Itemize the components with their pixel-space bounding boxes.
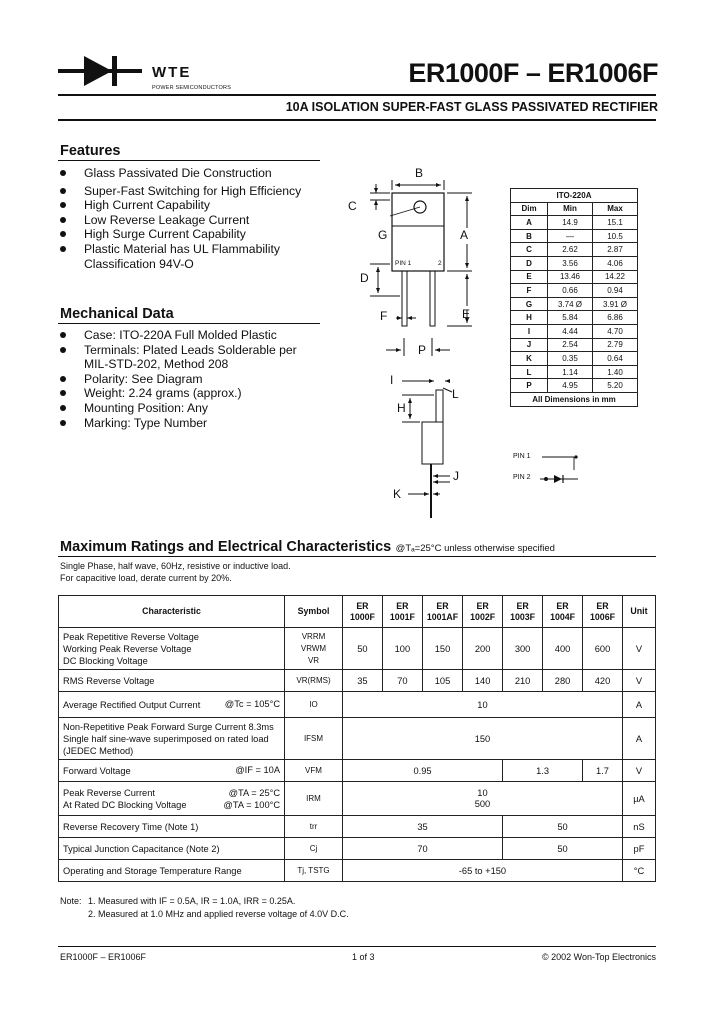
col-header-part bbox=[382, 596, 422, 628]
dim-cell: L bbox=[511, 365, 548, 379]
table-row bbox=[511, 365, 638, 379]
dim-cell: 2.87 bbox=[593, 243, 638, 257]
value-cell: 105 bbox=[422, 670, 462, 692]
unit-cell: pF bbox=[622, 838, 655, 860]
table-row bbox=[59, 816, 656, 838]
ratings-table bbox=[58, 595, 656, 882]
text: DC Blocking Voltage bbox=[63, 655, 148, 666]
ratings-heading-block bbox=[60, 538, 555, 556]
value-cell: 400 bbox=[543, 628, 583, 670]
features-list bbox=[58, 166, 301, 271]
logo bbox=[58, 54, 232, 94]
text: Forward Voltage bbox=[63, 765, 131, 776]
dim-cell: H bbox=[511, 311, 548, 325]
text: @TA = 25°C bbox=[228, 788, 281, 798]
value-cell: 420 bbox=[583, 670, 623, 692]
value-cell: 210 bbox=[503, 670, 543, 692]
text: @TA = 100°C bbox=[223, 800, 281, 810]
part-top: ER bbox=[516, 600, 529, 611]
table-row bbox=[59, 860, 656, 882]
mechanical-heading: Mechanical Data bbox=[60, 306, 174, 322]
part-top: ER bbox=[556, 600, 569, 611]
characteristic-cell bbox=[59, 628, 285, 670]
table-row bbox=[59, 718, 656, 760]
dim-label-j: J bbox=[453, 469, 459, 483]
unit-cell: µA bbox=[622, 782, 655, 816]
dim-label-p: P bbox=[418, 343, 427, 357]
dim-cell: 5.20 bbox=[593, 379, 638, 393]
col-header-part bbox=[583, 596, 623, 628]
part-top: ER bbox=[356, 600, 369, 611]
dim-cell: 4.44 bbox=[548, 324, 593, 338]
dim-cell: 3.91 Ø bbox=[593, 297, 638, 311]
text: 500 bbox=[474, 798, 491, 809]
part-top: ER bbox=[596, 600, 609, 611]
value-cell: 280 bbox=[543, 670, 583, 692]
part-bottom: 1004F bbox=[550, 611, 576, 622]
mechanical-rule bbox=[58, 323, 320, 324]
dimension-table bbox=[510, 188, 638, 407]
value-cell: 1.3 bbox=[503, 760, 583, 782]
symbol-cell: IRM bbox=[285, 782, 343, 816]
table-row bbox=[511, 216, 638, 230]
list-item: High Surge Current Capability bbox=[58, 227, 301, 242]
dim-cell: A bbox=[511, 216, 548, 230]
dim-cell: — bbox=[548, 229, 593, 243]
dim-label-g: G bbox=[378, 228, 388, 242]
part-bottom: 1002F bbox=[470, 611, 496, 622]
text: Peak Repetitive Reverse Voltage bbox=[63, 631, 199, 642]
value-cell: 150 bbox=[342, 718, 622, 760]
list-item-continuation: Classification 94V-O bbox=[84, 256, 194, 271]
part-bottom: 1001F bbox=[389, 611, 415, 622]
symbol-cell: VFM bbox=[285, 760, 343, 782]
dim-cell: 14.22 bbox=[593, 270, 638, 284]
ratings-note-1: Single Phase, half wave, 60Hz, resistive or inductive load. bbox=[60, 561, 291, 571]
dim-cell: 2.79 bbox=[593, 338, 638, 352]
pin1-marking: PIN 1 bbox=[395, 260, 412, 267]
unit-cell: A bbox=[622, 718, 655, 760]
unit-cell: V bbox=[622, 760, 655, 782]
table-row bbox=[59, 760, 656, 782]
table-row bbox=[511, 243, 638, 257]
dim-label-k: K bbox=[393, 487, 402, 501]
dim-cell: 5.84 bbox=[548, 311, 593, 325]
text: 10 bbox=[477, 787, 488, 798]
col-header-symbol: Symbol bbox=[285, 596, 343, 628]
dim-cell: 13.46 bbox=[548, 270, 593, 284]
features-rule bbox=[58, 160, 320, 161]
note-2: 2. Measured at 1.0 MHz and applied reverse voltage of 4.0V D.C. bbox=[88, 909, 349, 919]
dim-table-title: ITO-220A bbox=[511, 189, 638, 203]
list-item: High Current Capability bbox=[58, 198, 301, 213]
symbol-cell: IO bbox=[285, 692, 343, 718]
col-header-part bbox=[342, 596, 382, 628]
value-cell: 300 bbox=[503, 628, 543, 670]
footer-rule bbox=[58, 946, 656, 947]
value-cell: 50 bbox=[503, 838, 623, 860]
note-1: 1. Measured with IF = 0.5A, IR = 1.0A, IRR = 0.25A. bbox=[88, 896, 296, 906]
part-bottom: 1003F bbox=[510, 611, 536, 622]
symbol-cell: Tj, TSTG bbox=[285, 860, 343, 882]
schematic-pin2-label: PIN 2 bbox=[513, 474, 531, 481]
ratings-heading: Maximum Ratings and Electrical Characteristics bbox=[60, 539, 392, 555]
value-cell bbox=[342, 782, 622, 816]
dim-cell: I bbox=[511, 324, 548, 338]
value-cell: 150 bbox=[422, 628, 462, 670]
ratings-condition: @Tₐ=25°C unless otherwise specified bbox=[395, 543, 555, 554]
list-item: Polarity: See Diagram bbox=[58, 372, 297, 387]
schematic-pin1-label: PIN 1 bbox=[513, 453, 531, 460]
list-item: Mounting Position: Any bbox=[58, 401, 297, 416]
pin2-marking: 2 bbox=[438, 260, 442, 267]
subtitle-rule bbox=[58, 119, 656, 121]
col-header-part bbox=[503, 596, 543, 628]
part-bottom: 1001AF bbox=[426, 611, 459, 622]
table-row bbox=[511, 270, 638, 284]
table-row bbox=[511, 284, 638, 298]
list-item: Plastic Material has UL Flammability bbox=[58, 242, 301, 257]
text: At Rated DC Blocking Voltage bbox=[63, 799, 187, 810]
logo-name: WTE bbox=[152, 64, 192, 81]
col-header-part bbox=[543, 596, 583, 628]
value-cell: 0.95 bbox=[342, 760, 502, 782]
dim-cell: 4.70 bbox=[593, 324, 638, 338]
dim-cell: 4.06 bbox=[593, 256, 638, 270]
list-item: Super-Fast Switching for High Efficiency bbox=[58, 184, 301, 199]
list-item: Glass Passivated Die Construction bbox=[58, 166, 301, 181]
dim-label-b: B bbox=[415, 166, 424, 180]
dim-cell: C bbox=[511, 243, 548, 257]
dim-cell: E bbox=[511, 270, 548, 284]
condition bbox=[223, 787, 280, 811]
symbol-cell: Cj bbox=[285, 838, 343, 860]
value-cell: 35 bbox=[342, 816, 502, 838]
dim-cell: 14.9 bbox=[548, 216, 593, 230]
dim-cell: K bbox=[511, 352, 548, 366]
col-header-part bbox=[422, 596, 462, 628]
value-cell: 35 bbox=[342, 670, 382, 692]
characteristic-cell: Reverse Recovery Time (Note 1) bbox=[59, 816, 285, 838]
characteristic-cell: Operating and Storage Temperature Range bbox=[59, 860, 285, 882]
table-row bbox=[59, 782, 656, 816]
table-row bbox=[59, 670, 656, 692]
symbol-cell: VR(RMS) bbox=[285, 670, 343, 692]
condition: @Tc = 105°C bbox=[224, 699, 281, 709]
dim-cell: G bbox=[511, 297, 548, 311]
dim-label-d: D bbox=[360, 271, 369, 285]
value-cell: 140 bbox=[463, 670, 503, 692]
table-row bbox=[59, 838, 656, 860]
value-cell: 50 bbox=[503, 816, 623, 838]
dim-cell: P bbox=[511, 379, 548, 393]
table-row bbox=[511, 324, 638, 338]
col-header-part bbox=[463, 596, 503, 628]
unit-cell: V bbox=[622, 670, 655, 692]
dim-cell: B bbox=[511, 229, 548, 243]
dim-label-f: F bbox=[380, 309, 388, 323]
list-item: Case: ITO-220A Full Molded Plastic bbox=[58, 328, 297, 343]
text: VR bbox=[307, 655, 320, 665]
footer-page-number: 1 of 3 bbox=[352, 952, 375, 962]
diode-logo-icon bbox=[58, 54, 142, 88]
unit-cell: A bbox=[622, 692, 655, 718]
list-item: Marking: Type Number bbox=[58, 416, 297, 431]
characteristic-cell bbox=[59, 760, 285, 782]
table-row bbox=[511, 311, 638, 325]
list-item-continuation: MIL-STD-202, Method 208 bbox=[84, 357, 229, 372]
dim-cell: J bbox=[511, 338, 548, 352]
features-heading: Features bbox=[60, 143, 121, 159]
dim-cell: 2.54 bbox=[548, 338, 593, 352]
part-bottom: 1006F bbox=[590, 611, 615, 622]
ratings-rule bbox=[58, 556, 656, 557]
dim-cell: 0.66 bbox=[548, 284, 593, 298]
value-cell: 50 bbox=[342, 628, 382, 670]
dim-label-l: L bbox=[452, 387, 459, 401]
text: Peak Reverse Current bbox=[63, 787, 155, 798]
dim-cell: 4.95 bbox=[548, 379, 593, 393]
col-header-characteristic: Characteristic bbox=[59, 596, 285, 628]
table-row bbox=[511, 256, 638, 270]
characteristic-cell: Typical Junction Capacitance (Note 2) bbox=[59, 838, 285, 860]
symbol-cell bbox=[285, 628, 343, 670]
value-cell: -65 to +150 bbox=[342, 860, 622, 882]
dim-cell: 3.74 Ø bbox=[548, 297, 593, 311]
table-row bbox=[511, 379, 638, 393]
page-subtitle: 10A ISOLATION SUPER-FAST GLASS PASSIVATED RECTIFIER bbox=[285, 100, 658, 114]
dim-cell: 0.64 bbox=[593, 352, 638, 366]
characteristic-cell: RMS Reverse Voltage bbox=[59, 670, 285, 692]
dim-label-c: C bbox=[348, 199, 357, 213]
value-cell: 1.7 bbox=[583, 760, 623, 782]
unit-cell: °C bbox=[622, 860, 655, 882]
dim-col-header: Dim bbox=[511, 202, 548, 216]
part-top: ER bbox=[396, 600, 409, 611]
value-cell: 200 bbox=[463, 628, 503, 670]
value-cell: 600 bbox=[583, 628, 623, 670]
dim-label-i: I bbox=[390, 373, 394, 387]
part-bottom: 1000F bbox=[349, 611, 375, 622]
dim-cell: 3.56 bbox=[548, 256, 593, 270]
value-cell: 70 bbox=[342, 838, 502, 860]
dim-cell: 1.40 bbox=[593, 365, 638, 379]
table-row bbox=[59, 692, 656, 718]
characteristic-cell bbox=[59, 718, 285, 760]
dim-cell: 0.94 bbox=[593, 284, 638, 298]
symbol-cell: IFSM bbox=[285, 718, 343, 760]
symbol-cell: trr bbox=[285, 816, 343, 838]
text: (JEDEC Method) bbox=[63, 745, 134, 756]
footer-copyright: © 2002 Won-Top Electronics bbox=[541, 952, 656, 962]
dim-cell: D bbox=[511, 256, 548, 270]
dim-cell: 15.1 bbox=[593, 216, 638, 230]
list-item: Low Reverse Leakage Current bbox=[58, 213, 301, 228]
dim-label-a: A bbox=[460, 228, 469, 242]
dim-col-header: Min bbox=[548, 202, 593, 216]
characteristic-cell bbox=[59, 782, 285, 816]
dim-cell: 6.86 bbox=[593, 311, 638, 325]
unit-cell: nS bbox=[622, 816, 655, 838]
header-rule bbox=[58, 94, 656, 96]
table-header-row bbox=[59, 596, 656, 628]
value-cell: 70 bbox=[382, 670, 422, 692]
dim-table-footer: All Dimensions in mm bbox=[511, 392, 638, 406]
dim-cell: 2.62 bbox=[548, 243, 593, 257]
text: Single half sine-wave superimposed on rated load bbox=[63, 733, 269, 744]
dim-cell: 0.35 bbox=[548, 352, 593, 366]
part-top: ER bbox=[476, 600, 489, 611]
mechanical-list bbox=[58, 328, 297, 430]
dim-label-h: H bbox=[397, 401, 406, 415]
logo-subtitle: POWER SEMICONDUCTORS bbox=[152, 85, 232, 91]
table-row bbox=[511, 352, 638, 366]
condition: @IF = 10A bbox=[235, 765, 281, 775]
page-title: ER1000F – ER1006F bbox=[408, 58, 658, 88]
text: VRRM bbox=[301, 631, 326, 641]
dim-label-e: E bbox=[462, 307, 471, 321]
value-cell: 10 bbox=[342, 692, 622, 718]
value-cell: 100 bbox=[382, 628, 422, 670]
dim-cell: F bbox=[511, 284, 548, 298]
list-item: Weight: 2.24 grams (approx.) bbox=[58, 386, 297, 401]
text: VRWM bbox=[300, 643, 327, 653]
characteristic-cell bbox=[59, 692, 285, 718]
text: Average Rectified Output Current bbox=[63, 699, 201, 710]
footer-part-range: ER1000F – ER1006F bbox=[60, 952, 147, 962]
table-row bbox=[511, 229, 638, 243]
dim-cell: 10.5 bbox=[593, 229, 638, 243]
part-top: ER bbox=[436, 600, 449, 611]
list-item: Terminals: Plated Leads Solderable per bbox=[58, 343, 297, 358]
dim-cell: 1.14 bbox=[548, 365, 593, 379]
ratings-note-2: For capacitive load, derate current by 20%. bbox=[60, 573, 232, 583]
text: Working Peak Reverse Voltage bbox=[63, 643, 192, 654]
notes-prefix: Note: bbox=[60, 896, 82, 906]
unit-cell: V bbox=[622, 628, 655, 670]
table-row bbox=[511, 297, 638, 311]
col-header-unit: Unit bbox=[622, 596, 655, 628]
text: Non-Repetitive Peak Forward Surge Current 8.3ms bbox=[63, 721, 274, 732]
dim-col-header: Max bbox=[593, 202, 638, 216]
table-row bbox=[511, 338, 638, 352]
table-row bbox=[59, 628, 656, 670]
